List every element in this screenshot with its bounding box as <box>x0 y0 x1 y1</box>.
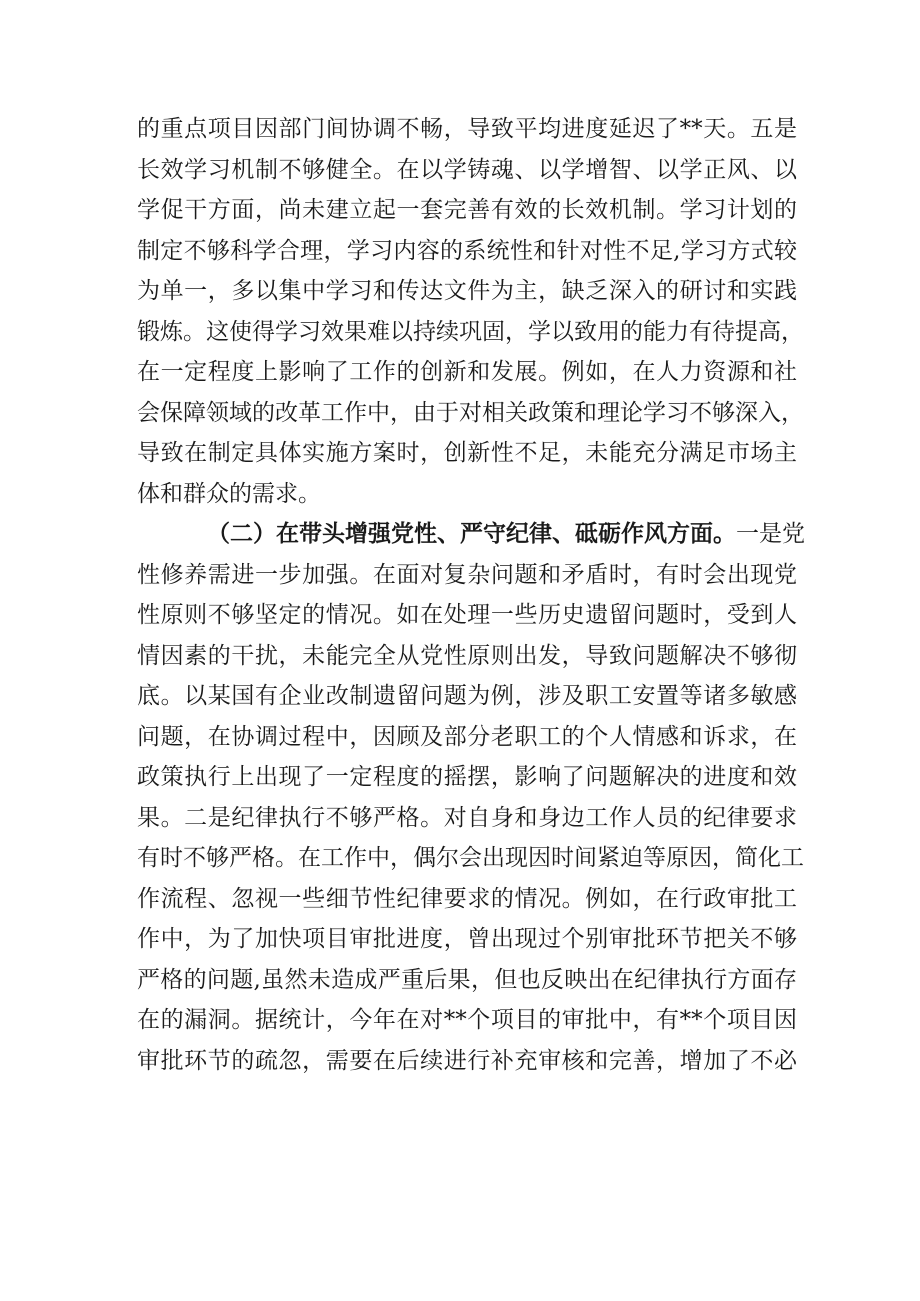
body-text <box>137 109 805 1081</box>
paragraph-line: 性原则不够坚定的情况。如在处理一些历史遗留问题时，受到人 <box>137 602 797 628</box>
paragraph-line: 学促干方面，尚未建立起一套完善有效的长效机制。学习计划的 <box>137 197 797 223</box>
paragraph-line: 作流程、忽视一些细节性纪律要求的情况。例如，在行政审批工 <box>137 885 797 912</box>
paragraph-line: 在一定程度上影响了工作的创新和发展。例如，在人力资源和社 <box>137 359 797 385</box>
paragraph-line: 严格的问题,虽然未造成严重后果，但也反映出在纪律执行方面存 <box>137 966 797 993</box>
paragraph-line: 导致在制定具体实施方案时，创新性不足，未能充分满足市场主 <box>137 440 797 466</box>
section-heading: （二）在带头增强党性、严守纪律、砥砺作风方面。 <box>207 520 736 547</box>
section-first-line <box>137 514 805 555</box>
section-first-line-rest: 一是党 <box>736 521 805 547</box>
paragraph-line: 有时不够严格。在工作中，偶尔会出现因时间紧迫等原因，简化工 <box>137 845 804 871</box>
paragraph-line: 性修养需进一步加强。在面对复杂问题和矛盾时，有时会出现党 <box>137 561 797 588</box>
paragraph-line: 长效学习机制不够健全。在以学铸魂、以学增智、以学正风、以 <box>137 156 797 183</box>
paragraph-line: 底。以某国有企业改制遗留问题为例，涉及职工安置等诸多敏感 <box>137 683 797 709</box>
paragraph-line: 锻炼。这使得学习效果难以持续巩固，学以致用的能力有待提高， <box>137 318 804 345</box>
paragraph-line: 果。二是纪律执行不够严格。对自身和身边工作人员的纪律要求 <box>137 804 797 831</box>
paragraph-line: 情因素的干扰，未能完全从党性原则出发，导致问题解决不够彻 <box>137 642 797 669</box>
paragraph-line: 审批环节的疏忽，需要在后续进行补充审核和完善，增加了不必 <box>137 1047 797 1074</box>
paragraph-line: 政策执行上出现了一定程度的摇摆，影响了问题解决的进度和效 <box>137 764 797 790</box>
paragraph-line: 问题，在协调过程中，因顾及部分老职工的个人情感和诉求，在 <box>137 723 797 750</box>
paragraph-line: 体和群众的需求。 <box>137 480 321 507</box>
paragraph-line: 的重点项目因部门间协调不畅，导致平均进度延迟了**天。五是 <box>137 116 797 142</box>
paragraph-line: 作中，为了加快项目审批进度，曾出现过个别审批环节把关不够 <box>137 926 797 952</box>
paragraph-line: 为单一，多以集中学习和传达文件为主，缺乏深入的研讨和实践 <box>137 278 797 304</box>
paragraph-line: 制定不够科学合理，学习内容的系统性和针对性不足,学习方式较 <box>137 237 797 264</box>
paragraph-line: 在的漏洞。据统计，今年在对**个项目的审批中，有**个项目因 <box>137 1007 797 1033</box>
paragraph-line: 会保障领域的改革工作中，由于对相关政策和理论学习不够深入， <box>137 399 804 426</box>
